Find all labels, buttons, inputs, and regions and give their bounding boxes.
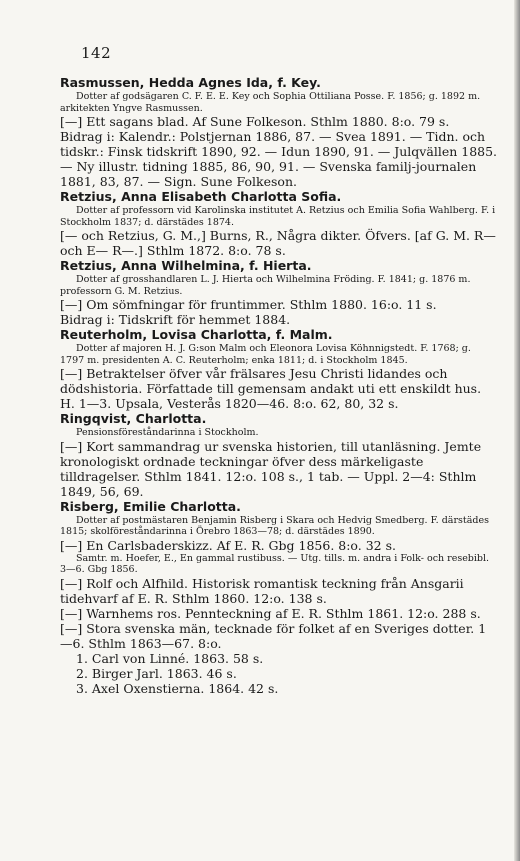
entry-bio: Pensionsföreståndarinna i Stockholm. [76,427,259,438]
entry-heading: Retzius, Anna Elisabeth Charlotta Sofia. [60,189,342,204]
work-item: [— och Retzius, G. M.,] Burns, R., Några dikter. Öfvers. [af G. M. R— och E— R—.] Sthlm 1872. 8:o. 78 s. [60,228,496,258]
list-item: 3. Axel Oxenstierna. 1864. 42 s. [76,680,279,696]
entry-bio: Dotter af godsägaren C. F. E. E. Key och Sophia Ottiliana Posse. F. 1856; g. 1892 m. arkitekten Yngve Rasmussen. [60,91,481,114]
entry-retzius-anna-wilhelmina [60,258,498,327]
entry-bio: Dotter af grosshandlaren L. J. Hierta och Wilhelmina Fröding. F. 1841; g. 1876 m. professorn G. M. Retzius. [60,274,471,297]
entry-rasmussen [60,75,498,189]
entry-risberg [60,499,498,696]
document-page [60,44,498,696]
entry-reuterholm [60,327,498,411]
work-note: Samtr. m. Hoefer, E., En gammal rustibuss. — Utg. tills. m. andra i Folk- och resebibl. 3—6. Gbg 1856. [60,552,490,575]
entry-heading: Retzius, Anna Wilhelmina, f. Hierta. [60,258,312,273]
entry-ringqvist [60,411,498,499]
list-item: 1. Carl von Linné. 1863. 58 s. [76,650,264,666]
work-item: [—] Betraktelser öfver vår frälsares Jesu Christi lidandes och dödshistoria. Författade till gemensam andakt uti ett enskildt hus. H. 1—3. Upsala, Vesterås 1820—46. 8:o. 62, 80, 32 s. [60,366,482,411]
entry-heading: Ringqvist, Charlotta. [60,411,207,426]
work-item: [—] Stora svenska män, tecknade för folket af en Sveriges dotter. 1—6. Sthlm 1863—67. 8:o. [60,620,487,651]
work-item: [—] Rolf och Alfhild. Historisk romantisk teckning från Ansgarii tidehvarf af E. R. Sthlm 1860. 12:o. 138 s. [60,575,464,606]
entry-bio: Dotter af postmästaren Benjamin Risberg i Skara och Hedvig Smedberg. F. därstädes 1815; skolföreståndarinna i Örebro 1863—78; d. därstädes 1890. [60,514,489,537]
entry-bio: Dotter af majoren H. J. G:son Malm och Eleonora Lovisa Köhnnigstedt. F. 1768; g. 1797 m. presidenten A. C. Reuterholm; enka 1811; d. i Stockholm 1845. [60,343,471,366]
work-item: [—] Ett sagans blad. Af Sune Folkeson. Sthlm 1880. 8:o. 79 s. [60,114,450,129]
sub-list [60,651,498,696]
entry-retzius-anna-elisabeth [60,189,498,258]
work-item: [—] Kort sammandrag ur svenska historien, till utanläsning. Jemte kronologiskt ordnade teckningar öfver dess märkeligaste tilldragelser. Sthlm 1841. 12:o. 108 s., 1 tab. — Uppl. 2—4: Sthlm 1849, 56, 69. [60,438,482,499]
work-item: Bidrag i: Tidskrift för hemmet 1884. [60,312,291,327]
work-item: Bidrag i: Kalendr.: Polstjernan 1886, 87. — Svea 1891. — Tidn. och tidskr.: Finsk tidskrift 1890, 92. — Idun 1890, 91. — Julqvällen 1885. — Ny illustr. tidning 1885, 86, 90, 91. — Svenska familj-journalen 1881, 83, 87. — Sign. Sune Folkeson. [60,129,498,189]
list-item: 2. Birger Jarl. 1863. 46 s. [76,665,237,681]
page-number: 142 [81,44,112,62]
entry-heading: Rasmussen, Hedda Agnes Ida, f. Key. [60,75,321,90]
work-item: [—] En Carlsbaderskizz. Af E. R. Gbg 1856. 8:o. 32 s. [60,537,396,553]
work-item: [—] Om sömfningar för fruntimmer. Sthlm 1880. 16:o. 11 s. [60,297,437,312]
work-item: [—] Warnhems ros. Pennteckning af E. R. Sthlm 1861. 12:o. 288 s. [60,605,481,621]
entry-heading: Reuterholm, Lovisa Charlotta, f. Malm. [60,327,333,342]
entry-bio: Dotter af professorn vid Karolinska institutet A. Retzius och Emilia Sofia Wahlberg. F. i Stockholm 1837; d. därstädes 1874. [60,205,496,228]
entry-heading: Risberg, Emilie Charlotta. [60,498,241,514]
book-spine-shadow [514,0,520,861]
